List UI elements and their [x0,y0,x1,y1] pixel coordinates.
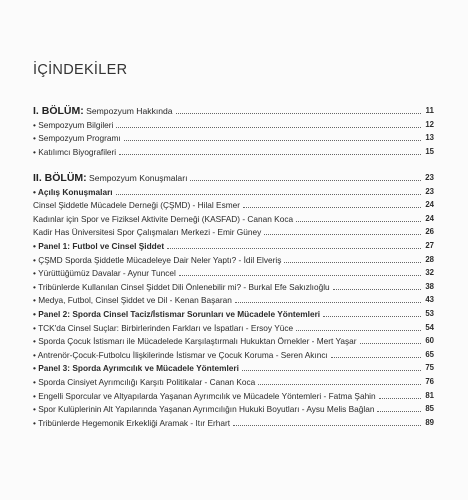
toc-entry[interactable] [33,278,434,292]
toc-entry[interactable] [33,387,434,401]
toc-entry-title: • Tribünlerde Hegemonik Erkekliği Aramak - Itır Erhart [33,418,230,428]
page-number: 85 [425,404,434,414]
page-number: 11 [425,106,434,115]
leader-dots [284,261,421,263]
toc-entry[interactable] [33,360,434,374]
section-heading[interactable] [33,100,434,116]
leader-dots [360,342,421,344]
section-heading-text [33,106,173,116]
toc-entry-title: • Sporda Cinsiyet Ayrımcılığı Karşıtı Politikalar - Canan Koca [33,377,255,387]
toc-entry[interactable] [33,401,434,415]
leader-dots [233,424,421,426]
page-number: 23 [425,173,434,182]
leader-dots [124,139,421,141]
leader-dots [333,288,421,290]
section-number: I. BÖLÜM: [33,105,84,117]
section-heading-text [33,173,187,183]
page-number: 54 [425,322,434,332]
toc-entry[interactable] [33,333,434,347]
leader-dots [176,112,421,114]
toc-entry-title: • ÇŞMD Sporda Şiddetle Mücadeleye Dair Neler Yaptı? - İdil Elveriş [33,255,281,265]
toc-entry-title: • Antrenör-Çocuk-Futbolcu İlişkilerinde İstismar ve Çocuk Koruma - Seren Akıncı [33,350,328,360]
toc-entry[interactable] [33,251,434,265]
page-number: 81 [425,390,434,400]
leader-dots [179,274,421,276]
leader-dots [116,126,421,128]
toc-entry[interactable] [33,319,434,333]
toc-entry[interactable] [33,197,434,211]
section-number: II. BÖLÜM: [33,172,87,184]
toc-entry[interactable] [33,130,434,144]
toc-entry[interactable] [33,237,434,251]
page-number: 38 [425,281,434,291]
leader-dots [242,369,421,371]
toc-entry-title: • Sempozyum Programı [33,133,121,143]
section-1 [33,100,434,157]
page-title: İÇİNDEKİLER [33,62,128,78]
leader-dots [167,247,421,249]
leader-dots [243,206,421,208]
leader-dots [116,193,421,195]
page-number: 13 [425,133,434,143]
toc-entry-title: • Panel 1: Futbol ve Cinsel Şiddet [33,241,164,251]
page-number: 24 [425,213,434,223]
toc-entry-title: • Açılış Konuşmaları [33,187,113,197]
toc-entry-title: • Engelli Sporcular ve Altyapılarda Yaşanan Ayrımcılık ve Mücadele Yöntemleri - Fatma Şahin [33,391,376,401]
toc-entry[interactable] [33,305,434,319]
toc-entry-title: • Panel 3: Sporda Ayrımcılık ve Mücadele Yöntemleri [33,363,239,373]
toc-entry-title: • Sporda Çocuk İstismarı ile Mücadelede Karşılaştırmalı Hukuktan Örnekler - Mert Yaşar [33,336,357,346]
leader-dots [258,383,421,385]
page-number: 76 [425,376,434,386]
toc-entry-title: • Spor Kulüplerinin Alt Yapılarında Yaşanan Ayrımcılığın Hukuki Boyutları - Aysu Melis Bağlan [33,404,374,414]
leader-dots [264,233,421,235]
toc-entry-title: • TCK'da Cinsel Suçlar: Birbirlerinden Farkları ve İspatları - Ersoy Yüce [33,323,293,333]
page-number: 32 [425,268,434,278]
page-number: 75 [425,363,434,373]
toc-entry-title: • Katılımcı Biyografileri [33,147,116,157]
page-number: 26 [425,227,434,237]
toc-entry[interactable] [33,210,434,224]
page-number: 65 [425,349,434,359]
page-number: 27 [425,240,434,250]
page-number: 23 [425,186,434,196]
leader-dots [119,153,421,155]
toc-entry-title: Kadir Has Üniversitesi Spor Çalışmaları Merkezi - Emir Güney [33,227,262,238]
section-label: Sempozyum Hakkında [83,106,173,116]
section-heading[interactable] [33,167,434,183]
toc-entry-title: • Panel 2: Sporda Cinsel Taciz/İstismar Sorunları ve Mücadele Yöntemleri [33,309,320,319]
section-label: Sempozyum Konuşmaları [86,173,188,183]
page-number: 89 [425,417,434,427]
leader-dots [331,356,421,358]
leader-dots [379,397,421,399]
toc-entry[interactable] [33,224,434,238]
leader-dots [190,179,421,181]
page-number: 12 [425,119,434,129]
toc-entry[interactable] [33,183,434,197]
toc-entry-title: • Yürüttüğümüz Davalar - Aynur Tuncel [33,268,176,278]
toc-entry[interactable] [33,373,434,387]
toc-entry-title: • Sempozyum Bilgileri [33,120,113,130]
toc-entry-title: Cinsel Şiddetle Mücadele Derneği (ÇŞMD) - Hilal Esmer [33,200,241,211]
toc-entry[interactable] [33,414,434,428]
toc-entry[interactable] [33,292,434,306]
page-number: 24 [425,200,434,210]
toc-entry[interactable] [33,265,434,279]
leader-dots [377,410,421,412]
page-number: 53 [425,308,434,318]
section-2 [33,167,434,428]
page-number: 28 [425,254,434,264]
toc-entry-title: • Medya, Futbol, Cinsel Şiddet ve Dil - Kenan Başaran [33,295,232,305]
toc-entry[interactable] [33,346,434,360]
leader-dots [323,315,421,317]
toc-entry[interactable] [33,143,434,157]
page-number: 60 [425,336,434,346]
leader-dots [235,301,421,303]
page-number: 15 [425,146,434,156]
page-number: 43 [425,295,434,305]
toc-entry-title: Kadınlar için Spor ve Fiziksel Aktivite Derneği (KASFAD) - Canan Koca [33,213,294,224]
leader-dots [296,329,421,331]
leader-dots [296,220,421,222]
toc-entry-title: • Tribünlerde Kullanılan Cinsel Şiddet Dili Önlenebilir mi? - Burkal Efe Sakızlıoğlu [33,282,330,292]
toc-entry[interactable] [33,116,434,130]
